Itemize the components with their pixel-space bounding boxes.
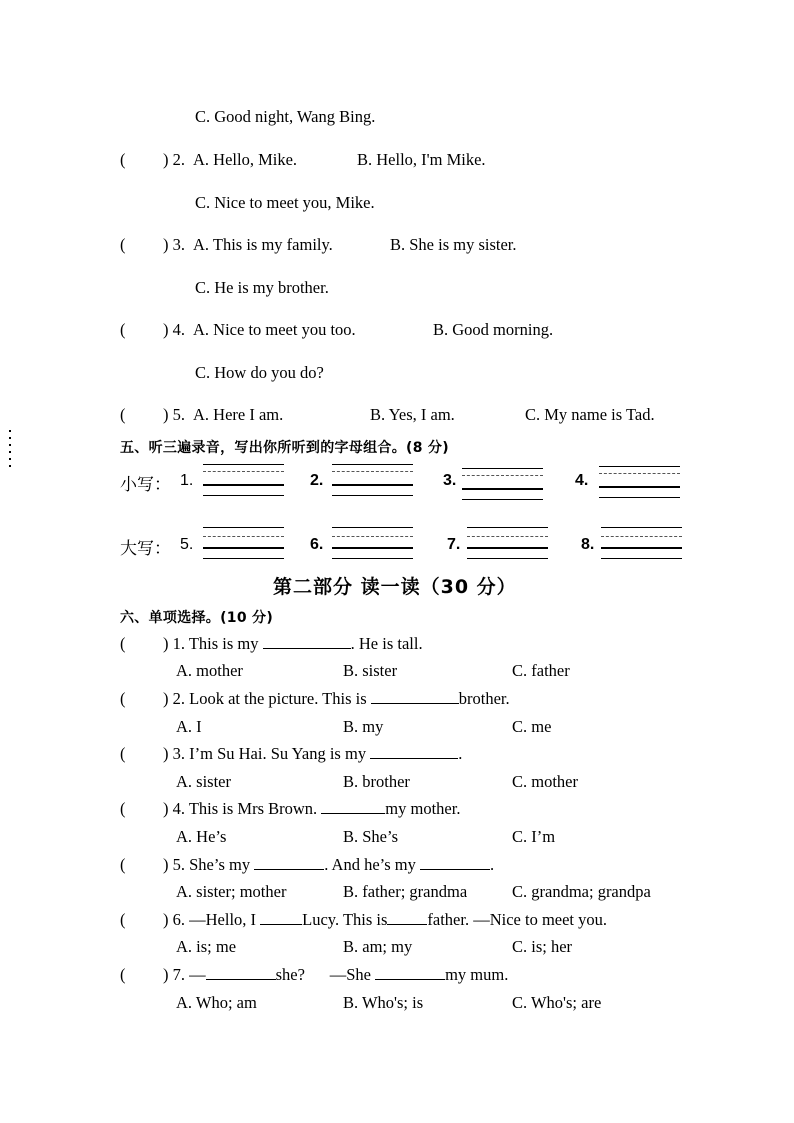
stem-text: she? —She [275, 965, 376, 984]
answer-paren-open: ( [120, 405, 126, 424]
answer-paren-open: ( [120, 320, 126, 339]
answer-paren-open: ( [120, 634, 126, 653]
section-6-header: 六、单项选择。(10 分) [120, 610, 274, 626]
question-number: ) 5. [163, 855, 185, 874]
answer-blank[interactable] [387, 910, 427, 925]
writing-lines-7[interactable] [467, 525, 548, 565]
stem [163, 855, 494, 875]
option-c: C. I’m [512, 827, 556, 846]
stem-text: Look at the picture. This is [189, 689, 371, 708]
writing-lines-2[interactable] [332, 462, 413, 502]
stem-text: . [490, 855, 495, 874]
stem-text: Lucy. This is [302, 910, 388, 929]
part-2-title: 第二部分 读一读（30 分） [273, 576, 517, 598]
option-a: A. is; me [176, 937, 237, 956]
question-number: ) 6. [163, 910, 185, 929]
blank-number-2: 2. [310, 472, 324, 489]
question-number: ) 3. [163, 235, 185, 254]
stem [163, 744, 462, 764]
answer-blank[interactable] [370, 744, 458, 759]
option-c: C. is; her [512, 937, 573, 956]
option-b: B. my [343, 717, 384, 736]
answer-blank[interactable] [321, 799, 385, 814]
option-c: C. How do you do? [195, 363, 324, 382]
writing-lines-3[interactable] [462, 466, 543, 506]
answer-paren-open: ( [120, 150, 126, 169]
option-b: B. sister [343, 661, 398, 680]
option-b: B. Good morning. [433, 320, 554, 339]
stem [163, 799, 460, 819]
question-number: ) 3. [163, 744, 185, 763]
question-number: ) 2. [163, 150, 185, 169]
option-a: A. This is my family. [193, 235, 333, 254]
stem-text: brother. [458, 689, 510, 708]
stem-text: She’s my [189, 855, 255, 874]
answer-blank[interactable] [206, 965, 276, 980]
answer-blank[interactable] [254, 855, 324, 870]
stem-text: my mother. [385, 799, 461, 818]
answer-blank[interactable] [260, 910, 302, 925]
answer-paren-open: ( [120, 744, 126, 763]
option-b: B. am; my [343, 937, 413, 956]
stem-text: This is Mrs Brown. [188, 799, 322, 818]
option-b: B. Who's; is [343, 993, 424, 1012]
writing-lines-6[interactable] [332, 525, 413, 565]
option-c: C. My name is Tad. [525, 405, 655, 424]
option-a: A. Hello, Mike. [193, 150, 298, 169]
option-c: C. He is my brother. [195, 278, 329, 297]
option-a: A. Nice to meet you too. [193, 320, 356, 339]
answer-paren-open: ( [120, 855, 126, 874]
option-a: A. Who; am [176, 993, 257, 1012]
section-5-header: 五、听三遍录音，写出你所听到的字母组合。(8 分) [120, 440, 449, 456]
blank-number-5: 5. [180, 536, 194, 553]
option-b: B. She’s [343, 827, 399, 846]
stem [163, 689, 510, 709]
uppercase-label: 大写： [120, 539, 171, 559]
answer-paren-open: ( [120, 689, 126, 708]
stem-text: — [189, 965, 206, 984]
answer-blank[interactable] [371, 689, 459, 704]
stem-text: my mum. [445, 965, 509, 984]
listening-q1-option-c: C. Good night, Wang Bing. [195, 107, 376, 126]
answer-blank[interactable] [375, 965, 445, 980]
lowercase-label: 小写： [120, 475, 171, 495]
stem-text: . [458, 744, 463, 763]
question-number: ) 4. [163, 799, 185, 818]
option-a: A. I [176, 717, 202, 736]
stem-text: . And he’s my [324, 855, 421, 874]
binding-margin-marks [9, 425, 13, 472]
option-a: A. mother [176, 661, 243, 680]
stem-text: father. —Nice to meet you. [427, 910, 608, 929]
option-a: A. He’s [176, 827, 227, 846]
blank-number-7: 7. [447, 536, 461, 553]
answer-paren-open: ( [120, 910, 126, 929]
writing-lines-4[interactable] [599, 464, 680, 504]
stem [163, 965, 508, 985]
blank-number-1: 1. [180, 472, 194, 489]
writing-lines-8[interactable] [601, 525, 682, 565]
option-b: B. Yes, I am. [370, 405, 455, 424]
option-a: A. sister [176, 772, 231, 791]
option-c: C. Nice to meet you, Mike. [195, 193, 375, 212]
answer-paren-open: ( [120, 235, 126, 254]
blank-number-6: 6. [310, 536, 324, 553]
writing-lines-1[interactable] [203, 462, 284, 502]
blank-number-8: 8. [581, 536, 595, 553]
option-b: B. She is my sister. [390, 235, 517, 254]
answer-paren-open: ( [120, 965, 126, 984]
option-a: A. Here I am. [193, 405, 284, 424]
answer-paren-open: ( [120, 799, 126, 818]
stem-text: I’m Su Hai. Su Yang is my [189, 744, 371, 763]
question-number: ) 5. [163, 405, 185, 424]
answer-blank[interactable] [263, 634, 351, 649]
writing-lines-5[interactable] [203, 525, 284, 565]
option-b: B. father; grandma [343, 882, 468, 901]
option-c: C. Who's; are [512, 993, 602, 1012]
stem-text: . He is tall. [350, 634, 423, 653]
blank-number-3: 3. [443, 472, 457, 489]
option-c: C. mother [512, 772, 578, 791]
option-a: A. sister; mother [176, 882, 287, 901]
option-b: B. Hello, I'm Mike. [357, 150, 486, 169]
stem-text: This is my [188, 634, 263, 653]
stem [163, 634, 423, 654]
option-b: B. brother [343, 772, 410, 791]
option-c: C. me [512, 717, 552, 736]
question-number: ) 4. [163, 320, 185, 339]
answer-blank[interactable] [420, 855, 490, 870]
question-number: ) 7. [163, 965, 185, 984]
option-c: C. father [512, 661, 570, 680]
stem [163, 910, 607, 930]
blank-number-4: 4. [575, 472, 589, 489]
question-number: ) 1. [163, 634, 185, 653]
question-number: ) 2. [163, 689, 185, 708]
option-c: C. grandma; grandpa [512, 882, 651, 901]
stem-text: —Hello, I [189, 910, 261, 929]
